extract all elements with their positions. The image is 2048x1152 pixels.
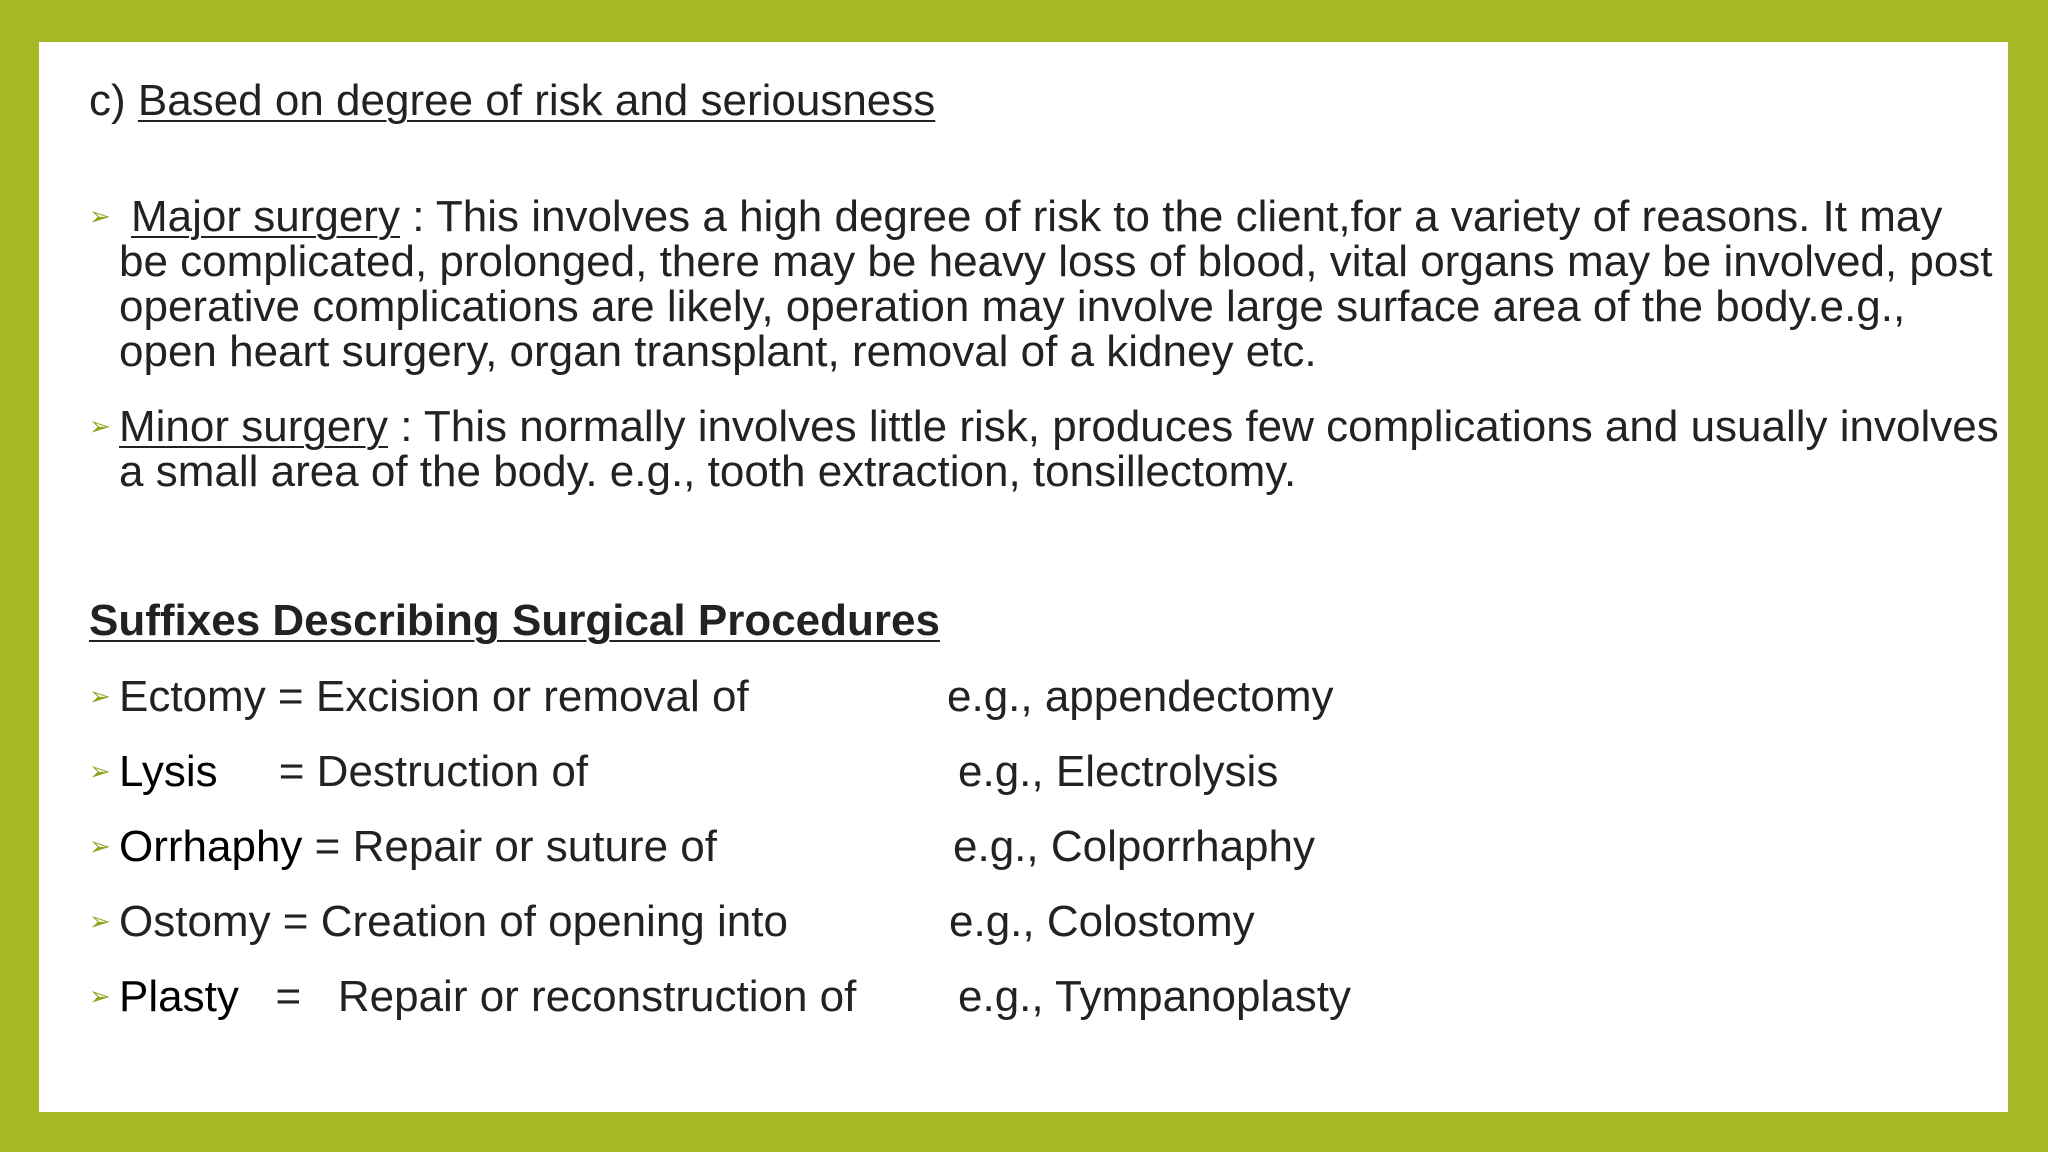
suffix-term-def xyxy=(119,897,788,947)
suffix-term: Orrhaphy xyxy=(119,822,303,871)
suffix-term-def xyxy=(119,672,749,722)
section-heading xyxy=(89,75,935,128)
suffix-definition: = Repair or suture of xyxy=(302,822,717,871)
minor-surgery-item xyxy=(89,404,1999,494)
heading-title: Based on degree of risk and seriousness xyxy=(137,76,936,125)
suffix-term-def xyxy=(119,747,588,797)
suffix-definition: = Excision or removal of xyxy=(265,672,749,721)
suffix-term: Ostomy xyxy=(119,897,271,946)
arrow-bullet-icon: ➢ xyxy=(89,906,111,936)
suffix-term-def xyxy=(119,822,717,872)
arrow-bullet-icon: ➢ xyxy=(89,411,111,441)
major-surgery-text: : This involves a high degree of risk to the client,for a variety of reasons. It may be complicated, prolonged, there may be heavy loss of blood, vital organs may be involved, post operative complications are likely, operation may involve large surface area of the body.e.g., open heart surgery, organ transplant, removal of a kidney etc. xyxy=(119,192,1993,376)
suffix-term: Ectomy xyxy=(119,672,266,721)
arrow-bullet-icon: ➢ xyxy=(89,201,111,231)
arrow-bullet-icon: ➢ xyxy=(89,681,111,711)
suffix-example: e.g., Colostomy xyxy=(949,897,1255,946)
suffix-definition: = Destruction of xyxy=(217,747,589,796)
arrow-bullet-icon: ➢ xyxy=(89,756,111,786)
suffix-example: e.g., Colporrhaphy xyxy=(953,822,1315,871)
suffix-example: e.g., appendectomy xyxy=(947,672,1334,721)
suffix-term-def xyxy=(119,972,856,1022)
suffixes-title: Suffixes Describing Surgical Procedures xyxy=(89,596,940,645)
suffix-definition: = Creation of opening into xyxy=(270,897,788,946)
slide xyxy=(39,42,2008,1112)
major-surgery-item xyxy=(89,194,1999,374)
suffix-term: Lysis xyxy=(119,747,218,796)
suffix-definition: = Repair or reconstruction of xyxy=(238,972,857,1021)
heading-prefix: c) xyxy=(89,76,138,125)
minor-surgery-text: : This normally involves little risk, produces few complications and usually involves a small area of the body. e.g., tooth extraction, tonsillectomy. xyxy=(119,402,1999,496)
suffix-example: e.g., Tympanoplasty xyxy=(958,972,1351,1021)
suffix-example: e.g., Electrolysis xyxy=(958,747,1279,796)
suffix-term: Plasty xyxy=(119,972,239,1021)
major-surgery-label: Major surgery xyxy=(131,192,400,241)
arrow-bullet-icon: ➢ xyxy=(89,831,111,861)
arrow-bullet-icon: ➢ xyxy=(89,981,111,1011)
minor-surgery-label: Minor surgery xyxy=(119,402,388,451)
